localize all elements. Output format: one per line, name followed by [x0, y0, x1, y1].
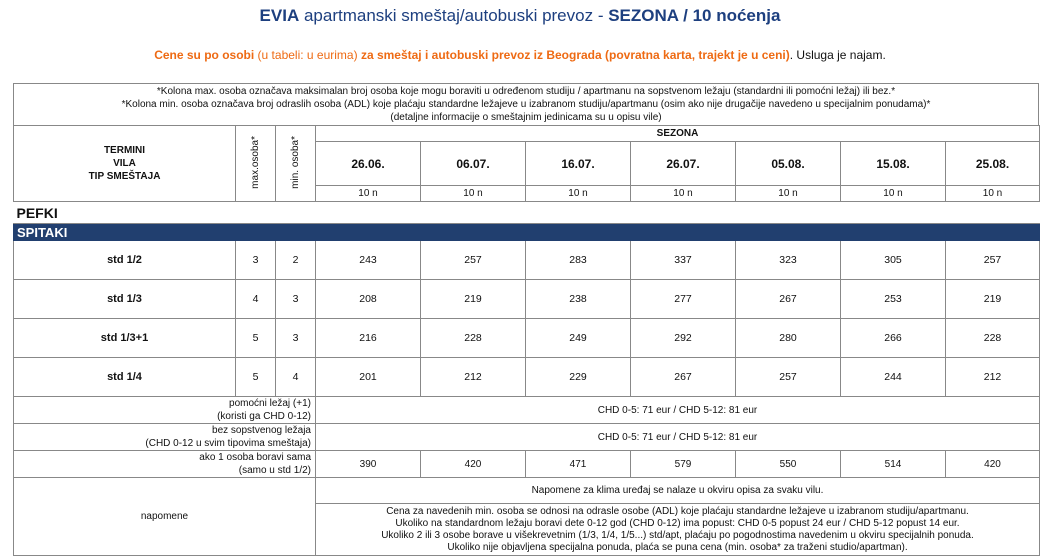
single-price: 420: [946, 451, 1040, 478]
no-bed-value: CHD 0-5: 71 eur / CHD 5-12: 81 eur: [316, 424, 1040, 451]
nights-cell: 10 n: [526, 186, 631, 202]
title-description: apartmanski smeštaj/autobuski prevoz -: [299, 6, 609, 25]
price-cell: 216: [316, 319, 421, 358]
price-cell: 292: [631, 319, 736, 358]
price-cell: 266: [841, 319, 946, 358]
napomene-label: napomene: [14, 478, 316, 556]
subtitle-per-person: Cene su po osobi: [154, 48, 255, 62]
min-persons: 2: [276, 241, 316, 280]
price-cell: 253: [841, 280, 946, 319]
min-persons: 4: [276, 358, 316, 397]
header-tip: TIP SMEŠTAJA: [88, 171, 161, 182]
price-cell: 208: [316, 280, 421, 319]
date-cell: 26.07.: [631, 142, 736, 186]
header-season: SEZONA: [316, 126, 1040, 142]
header-left: [14, 126, 236, 202]
napomene-details: Cena za navedenih min. osoba se odnosi na odrasle osobe (ADL) koje plaćaju standardne ležajeve u izabranom studiju/apartmanu. Ukoliko na standardnom ležaju boravi dete 0-12 god (CHD 0-12) ima popust: CHD 0-5 popust 24 eur / CHD 5-12 popust 14 eur. Ukoliko 2 ili 3 osobe borave u višekrevetnim (1/3, 1/4, 1/5...) std/apt, plaćaju po pogodnostima navedenim u okviru specijalnih ponuda. Ukoliko nije objavljena specijalna ponuda, plaća se puna cena (min. osoba* za traženi studio/apartman).: [316, 504, 1040, 556]
nights-cell: 10 n: [631, 186, 736, 202]
price-cell: 249: [526, 319, 631, 358]
price-subtitle: [0, 48, 1040, 62]
single-price: 514: [841, 451, 946, 478]
max-persons: 4: [236, 280, 276, 319]
page-title: [0, 6, 1040, 26]
price-cell: 238: [526, 280, 631, 319]
min-persons: 3: [276, 280, 316, 319]
date-cell: 05.08.: [736, 142, 841, 186]
table-row: [14, 241, 1040, 280]
max-persons: 5: [236, 319, 276, 358]
date-cell: 16.07.: [526, 142, 631, 186]
header-row-season: [14, 126, 1040, 142]
price-cell: 257: [421, 241, 526, 280]
extra-bed-label: pomoćni ležaj (+1) (koristi ga CHD 0-12): [14, 397, 316, 424]
note-details: (detaljne informacije o smeštajnim jedinicama su u opisu vile): [390, 112, 662, 123]
price-cell: 228: [421, 319, 526, 358]
note-max: *Kolona max. osoba označava maksimalan broj osoba koje mogu boraviti u određenom studiju / apartmanu na sopstvenom ležaju (standardni ili pomoćni ležaj) ili bez.*: [156, 86, 896, 97]
column-notes: [13, 83, 1039, 125]
date-cell: 26.06.: [316, 142, 421, 186]
table-row: [14, 319, 1040, 358]
price-cell: 267: [736, 280, 841, 319]
nights-cell: 10 n: [946, 186, 1040, 202]
price-cell: 280: [736, 319, 841, 358]
price-cell: 323: [736, 241, 841, 280]
header-min: min. osoba*: [276, 126, 316, 202]
villa-row: [14, 202, 1040, 224]
napomene-row: [14, 478, 1040, 504]
price-cell: 257: [736, 358, 841, 397]
price-cell: 277: [631, 280, 736, 319]
accommodation-row: [14, 224, 1040, 241]
price-cell: 244: [841, 358, 946, 397]
single-price: 420: [421, 451, 526, 478]
nights-cell: 10 n: [736, 186, 841, 202]
note-min: *Kolona min. osoba označava broj odraslih osoba (ADL) koje plaćaju standardne ležajeve u izabranom studiju/apartmanu (osim ako nije drugačije navedeno u specijalnim ponudama)*: [121, 99, 931, 110]
max-persons: 3: [236, 241, 276, 280]
min-persons: 3: [276, 319, 316, 358]
title-destination: EVIA: [259, 6, 300, 25]
no-bed-label: bez sopstvenog ležaja (CHD 0-12 u svim tipovima smeštaja): [14, 424, 316, 451]
price-cell: 219: [421, 280, 526, 319]
price-cell: 337: [631, 241, 736, 280]
nights-cell: 10 n: [421, 186, 526, 202]
header-vila: VILA: [113, 158, 136, 169]
price-cell: 212: [946, 358, 1040, 397]
extra-bed-value: CHD 0-5: 71 eur / CHD 5-12: 81 eur: [316, 397, 1040, 424]
price-cell: 267: [631, 358, 736, 397]
price-table: [13, 125, 1040, 556]
nights-cell: 10 n: [316, 186, 421, 202]
room-type: std 1/3+1: [14, 319, 236, 358]
room-type: std 1/2: [14, 241, 236, 280]
nights-cell: 10 n: [841, 186, 946, 202]
table-row: [14, 280, 1040, 319]
header-termini: TERMINI: [103, 145, 146, 156]
single-price: 550: [736, 451, 841, 478]
max-persons: 5: [236, 358, 276, 397]
date-cell: 15.08.: [841, 142, 946, 186]
price-cell: 201: [316, 358, 421, 397]
price-cell: 283: [526, 241, 631, 280]
subtitle-transport: za smeštaj i autobuski prevoz iz Beograda (povratna karta, trajekt je u ceni): [360, 48, 790, 62]
date-cell: 06.07.: [421, 142, 526, 186]
single-price: 471: [526, 451, 631, 478]
price-cell: 243: [316, 241, 421, 280]
subtitle-rental: . Usluga je najam.: [789, 48, 886, 62]
room-type: std 1/3: [14, 280, 236, 319]
price-cell: 219: [946, 280, 1040, 319]
header-max: max.osoba*: [236, 126, 276, 202]
table-row: [14, 358, 1040, 397]
date-cell: 25.08.: [946, 142, 1040, 186]
price-cell: 229: [526, 358, 631, 397]
price-cell: 212: [421, 358, 526, 397]
villa-name: PEFKI: [14, 202, 1040, 224]
subtitle-currency: (u tabeli: u eurima): [254, 48, 361, 62]
room-type: std 1/4: [14, 358, 236, 397]
title-season: SEZONA / 10 noćenja: [608, 6, 781, 25]
single-price: 579: [631, 451, 736, 478]
single-row: [14, 451, 1040, 478]
price-cell: 257: [946, 241, 1040, 280]
single-label: ako 1 osoba boravi sama (samo u std 1/2): [14, 451, 316, 478]
price-cell: 305: [841, 241, 946, 280]
price-cell: 228: [946, 319, 1040, 358]
single-price: 390: [316, 451, 421, 478]
accommodation-name: SPITAKI: [14, 224, 1040, 241]
napomene-top: Napomene za klima uređaj se nalaze u okviru opisa za svaku vilu.: [316, 478, 1040, 504]
extra-bed-row: [14, 397, 1040, 424]
no-bed-row: [14, 424, 1040, 451]
